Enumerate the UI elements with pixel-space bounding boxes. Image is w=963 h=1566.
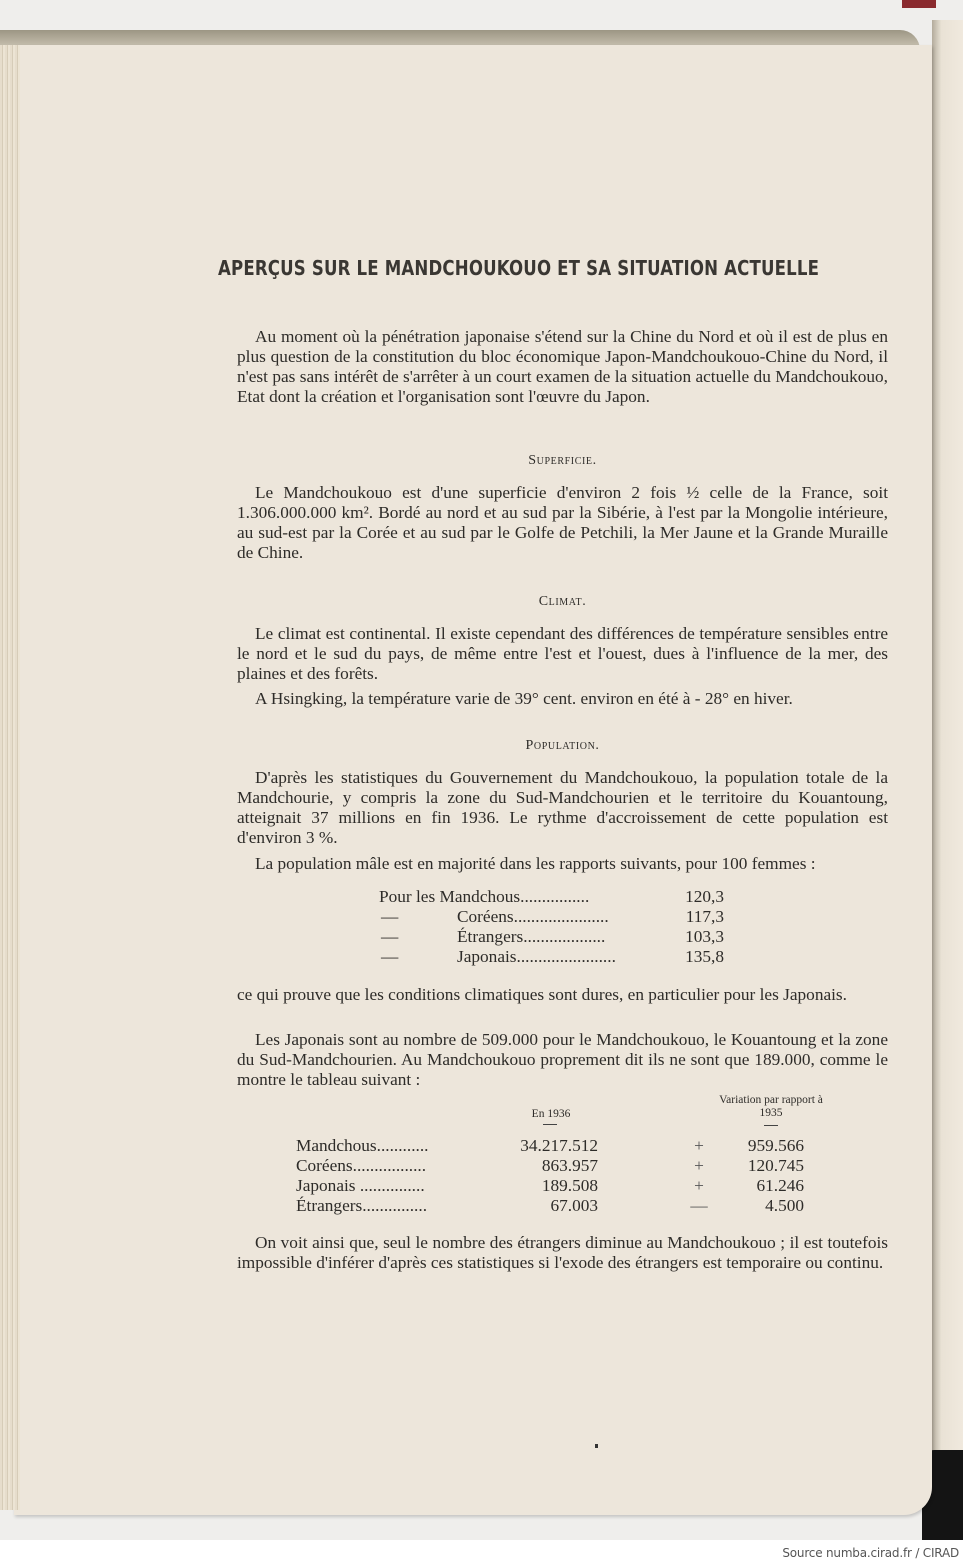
ratio-leader: ................... [523, 927, 606, 946]
variation-value: 61.246 [756, 1176, 804, 1195]
column-header-1936: En 1936 [531, 1108, 571, 1120]
variation-sign: + [694, 1156, 704, 1175]
row-label: Coréens................. [296, 1156, 427, 1175]
heading-climat: Climat. [538, 594, 587, 609]
page-mark [595, 1444, 598, 1448]
ratio-prefix: Pour les [379, 887, 436, 906]
ratio-label: Coréens [457, 907, 514, 926]
table-row [296, 1136, 816, 1156]
source-credit: Source numba.cirad.fr / CIRAD [782, 1546, 959, 1560]
ratio-value: 135,8 [685, 947, 724, 966]
ratio-value: 103,3 [685, 927, 724, 946]
heading-superficie: Superficie. [528, 453, 597, 468]
value-1936: 863.957 [541, 1156, 598, 1175]
row-label: Japonais ............... [296, 1176, 425, 1195]
population-paragraph-4: Les Japonais sont au nombre de 509.000 pour le Mandchoukouo, le Kouantoung et la zone du Sud-Mandchourien. Au Mandchoukouo proprement dit ils ne sont que 189.000, comme le montre le tableau suivant : [237, 1030, 888, 1089]
heading-population: Population. [525, 738, 600, 753]
bookmark-ribbon [902, 0, 936, 8]
variation-value: 120.745 [747, 1156, 804, 1175]
value-1936: 67.003 [550, 1196, 598, 1215]
table-row [296, 1196, 816, 1216]
ratio-leader: ...................... [513, 907, 609, 926]
page-stack-left-edge [0, 45, 20, 1510]
ratio-row [379, 927, 724, 947]
ratio-label: Mandchous [439, 887, 521, 906]
population-paragraph-1: D'après les statistiques du Gouvernement du Mandchoukouo, la population totale de la Mandchourie, y compris la zone du Sud-Mandchourien et le territoire du Kouantoung, atteignait 37 millions en fin 1936. Le rythme d'accroissement de cette population est d'environ 3 %. [237, 768, 888, 847]
intro-paragraph: Au moment où la pénétration japonaise s'étend sur la Chine du Nord et où il est de plus en plus question de la constitution du bloc économique Japon-Mandchoukouo-Chine du Nord, il n'est pas sans intérêt de s'arrêter à un court examen de la situation actuelle du Mandchoukouo, Etat dont la création et l'organisation sont l'œuvre du Japon. [237, 327, 888, 406]
variation-value: 4.500 [765, 1196, 804, 1215]
variation-sign: — [690, 1196, 708, 1215]
ratio-value: 120,3 [685, 887, 724, 906]
population-table [296, 1094, 823, 1216]
variation-sign: + [694, 1136, 704, 1155]
ratio-prefix: — [381, 947, 399, 966]
value-1936: 34.217.512 [520, 1136, 598, 1155]
ratio-prefix: — [381, 907, 399, 926]
value-1936: 189.508 [541, 1176, 598, 1195]
ratio-label: Japonais [457, 947, 517, 966]
column-header-variation: Variation par rapport à 1935 [719, 1094, 823, 1119]
ratio-label: Étrangers [457, 927, 524, 946]
table-header [296, 1094, 823, 1136]
ratio-leader: ................ [520, 887, 590, 906]
header-rule [543, 1124, 557, 1125]
sex-ratio-table [379, 887, 724, 967]
climat-paragraph-1: Le climat est continental. Il existe cependant des différences de température sensibles entre le nord et le sud du pays, de même entre l'est et l'ouest, dues à l'influence de la mer, des plaines et des forêts. [237, 624, 888, 683]
article-title: APERÇUS SUR LE MANDCHOUKOUO ET SA SITUATION ACTUELLE [218, 256, 820, 280]
row-label: Étrangers............... [296, 1196, 428, 1215]
ratio-row [379, 907, 724, 927]
population-paragraph-2: La population mâle est en majorité dans les rapports suivants, pour 100 femmes : [255, 854, 816, 873]
population-paragraph-3: ce qui prouve que les conditions climatiques sont dures, en particulier pour les Japonais. [237, 985, 847, 1004]
ratio-value: 117,3 [685, 907, 724, 926]
climat-paragraph-2: A Hsingking, la température varie de 39° cent. environ en été à - 28° en hiver. [255, 689, 793, 708]
table-row [296, 1156, 816, 1176]
ratio-row [379, 887, 724, 907]
variation-sign: + [694, 1176, 704, 1195]
header-rule [764, 1125, 778, 1126]
conclusion-paragraph: On voit ainsi que, seul le nombre des étrangers diminue au Mandchoukouo ; il est toutefois impossible d'inférer d'après ces statistiques si l'exode des étrangers est temporaire ou continu. [237, 1233, 888, 1272]
table-row [296, 1176, 816, 1196]
book-gutter [932, 20, 963, 1510]
row-label: Mandchous............ [296, 1136, 429, 1155]
variation-value: 959.566 [747, 1136, 804, 1155]
ratio-leader: ....................... [516, 947, 616, 966]
ratio-row [379, 947, 724, 967]
ratio-prefix: — [381, 927, 399, 946]
superficie-paragraph: Le Mandchoukouo est d'une superficie d'environ 2 fois ½ celle de la France, soit 1.306.000.000 km². Bordé au nord et au sud par la Sibérie, à l'est par la Mongolie intérieure, au sud-est par la Corée et au sud par le Golfe de Petchili, la Mer Jaune et la Grande Muraille de Chine. [237, 483, 888, 562]
